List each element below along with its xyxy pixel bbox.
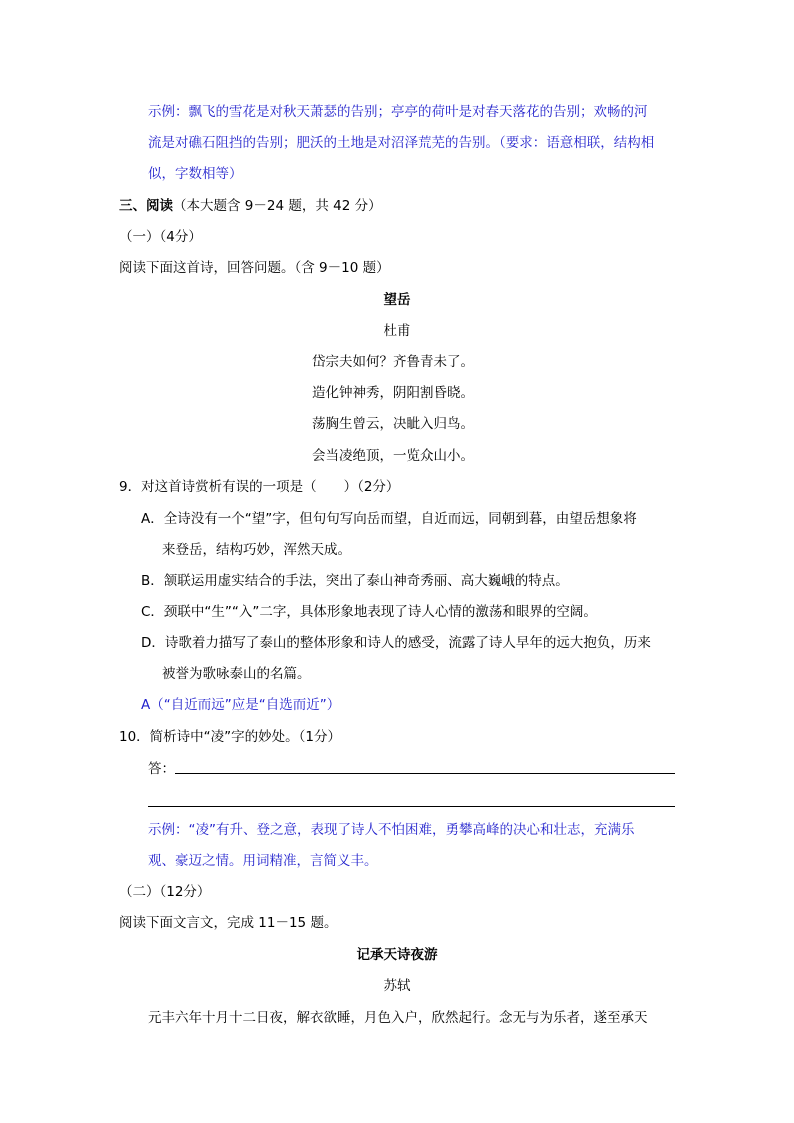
question-9-answer: A（“自近而远”应是“自选而近”） [141, 697, 341, 713]
part-1-instruction: 阅读下面这首诗，回答问题。（含 9－10 题） [119, 260, 390, 276]
example-line: 流是对礁石阻挡的告别；肥沃的土地是对沼泽荒芜的告别。（要求：语意相联，结构相 [148, 135, 655, 151]
answer-line[interactable] [148, 806, 675, 807]
answer-label: 答： [148, 761, 175, 777]
question-10-example: 观、豪迈之情。用词精准，言简义丰。 [148, 853, 378, 869]
option-c: C．颈联中“生”“入”二字，具体形象地表现了诗人心情的激荡和眼界的空阔。 [141, 604, 597, 620]
answer-line[interactable] [175, 773, 675, 774]
poem-line: 会当凌绝顶，一览众山小。 [312, 448, 474, 464]
poem-line: 荡胸生曾云，决眦入归鸟。 [312, 416, 474, 432]
poem-line: 造化钟神秀，阴阳割昏晓。 [312, 385, 474, 401]
part-2-instruction: 阅读下面文言文，完成 11－15 题。 [119, 915, 338, 931]
prose-first-line: 元丰六年十月十二日夜，解衣欲睡，月色入户，欣然起行。念无与为乐者，遂至承天 [148, 1010, 648, 1026]
poem-author: 杜甫 [383, 323, 411, 339]
option-a-continued: 来登岳，结构巧妙，浑然天成。 [162, 542, 351, 558]
option-b: B．颔联运用虚实结合的手法，突出了泰山神奇秀丽、高大巍峨的特点。 [141, 573, 569, 589]
option-d: D．诗歌着力描写了泰山的整体形象和诗人的感受，流露了诗人早年的远大抱负，历来 [141, 635, 651, 651]
example-line: 示例：飘飞的雪花是对秋天萧瑟的告别；亭亭的荷叶是对春天落花的告别；欢畅的河 [148, 104, 648, 120]
question-10-stem: 10．简析诗中“凌”字的妙处。（1分） [119, 729, 342, 745]
example-line: 似，字数相等） [148, 166, 243, 182]
question-10-example: 示例：“凌”有升、登之意，表现了诗人不怕困难，勇攀高峰的决心和壮志，充满乐 [148, 822, 635, 838]
section-desc: （本大题含 9－24 题，共 42 分） [173, 198, 382, 214]
option-a: A．全诗没有一个“望”字，但句句写向岳而望，自近而远，同朝到暮，由望岳想象将 [141, 511, 637, 527]
prose-author: 苏轼 [383, 978, 411, 994]
part-2-label: （二）（12分） [119, 884, 211, 900]
question-9-stem: 9．对这首诗赏析有误的一项是（ ）（2分） [119, 479, 400, 495]
section-3-heading [119, 196, 382, 216]
prose-title: 记承天诗夜游 [356, 947, 438, 963]
poem-title: 望岳 [383, 292, 411, 308]
section-title: 三、阅读 [119, 198, 173, 214]
option-d-continued: 被誉为歌咏泰山的名篇。 [162, 666, 311, 682]
part-1-label: （一）（4分） [119, 229, 202, 245]
poem-line: 岱宗夫如何？齐鲁青未了。 [312, 354, 474, 370]
